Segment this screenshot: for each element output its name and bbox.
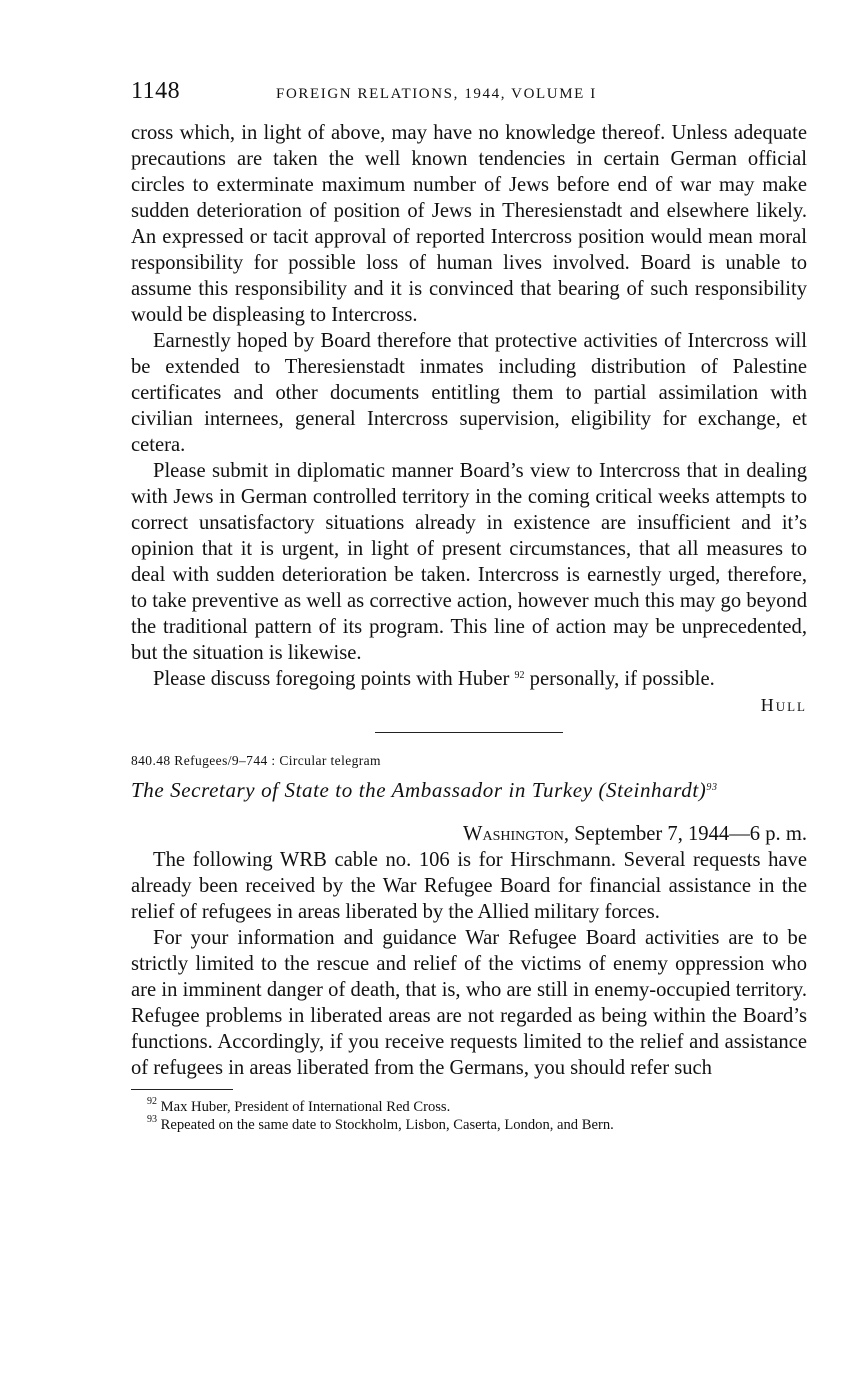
footnote-text: Repeated on the same date to Stockholm, Lisbon, Caserta, London, and Bern.	[160, 1117, 614, 1133]
document-title	[131, 775, 807, 805]
document-page	[131, 78, 807, 1134]
running-head	[131, 78, 807, 112]
closing-text-after: personally, if possible.	[529, 668, 715, 690]
telegram-document	[131, 753, 807, 1081]
footnote-reference: 93	[706, 782, 718, 793]
body-paragraph: Earnestly hoped by Board therefore that protective activities of Intercross will be extended to Theresienstadt inmates including distribution of Palestine certificates and other documents entitling them to partial assimilation with civilian internees, general Intercross supervision, eligibility for exchange, et cetera.	[131, 330, 807, 456]
footnote-reference: 92	[514, 670, 525, 681]
signature: Hull	[760, 695, 807, 715]
body-paragraph-closing	[131, 666, 807, 692]
file-reference: 840.48 Refugees/9–744 : Circular telegram	[131, 753, 381, 768]
footnote	[147, 1116, 807, 1134]
document-title-text: The Secretary of State to the Ambassador in Turkey (Steinhardt)	[131, 778, 707, 802]
page-number: 1148	[131, 78, 181, 104]
running-title: FOREIGN RELATIONS, 1944, VOLUME I	[276, 86, 597, 102]
footnote-divider	[131, 1089, 233, 1090]
body-paragraph: cross which, in light of above, may have no knowledge thereof. Unless adequate precautions are taken the well known tendencies in certain German official circles to exterminate maximum number of Jews before end of war may make sudden deterioration of position of Jews in Theresienstadt and elsewhere likely. An expressed or tacit approval of reported Intercross position would mean moral responsibility for possible loss of human lives involved. Board is unable to assume this responsibility and it is convinced that bearing of such responsibility would be displeasing to Intercross.	[131, 122, 807, 326]
dateline-date: , September 7, 1944—6 p. m.	[563, 823, 807, 845]
telegram-continuation	[131, 120, 807, 718]
closing-text-before: Please discuss foregoing points with Huber	[153, 668, 510, 690]
body-paragraph: Please submit in diplomatic manner Board’s view to Intercross that in dealing with Jews in German controlled territory in the coming critical weeks attempts to correct unsatisfactory situations already in existence are insufficient and it’s opinion that it is urgent, in light of present circumstances, that all measures to deal with sudden deterioration be taken. Intercross is earnestly urged, therefore, to take preventive as well as corrective action, however much this may go beyond the traditional pattern of its program. This line of action may be unprecedented, but the situation is likewise.	[131, 460, 807, 664]
body-paragraph: The following WRB cable no. 106 is for Hirschmann. Several requests have already been received by the War Refugee Board for financial assistance in the relief of refugees in areas liberated by the Allied military forces.	[131, 849, 807, 923]
body-paragraph: For your information and guidance War Refugee Board activities are to be strictly limited to the rescue and relief of the victims of enemy oppression who are in imminent danger of death, that is, who are still in enemy-occupied territory. Refugee problems in liberated areas are not regarded as being within the Board’s functions. Accordingly, if you receive requests limited to the relief and assistance of refugees in areas liberated from the Germans, you should refer such	[131, 927, 807, 1079]
footnote-text: Max Huber, President of International Red Cross.	[160, 1099, 451, 1115]
footnote-mark: 92	[147, 1096, 157, 1107]
dateline-place: Washington	[463, 823, 564, 845]
dateline	[131, 821, 807, 847]
footnote	[147, 1098, 807, 1116]
footnote-mark: 93	[147, 1114, 157, 1125]
section-divider	[375, 732, 563, 733]
